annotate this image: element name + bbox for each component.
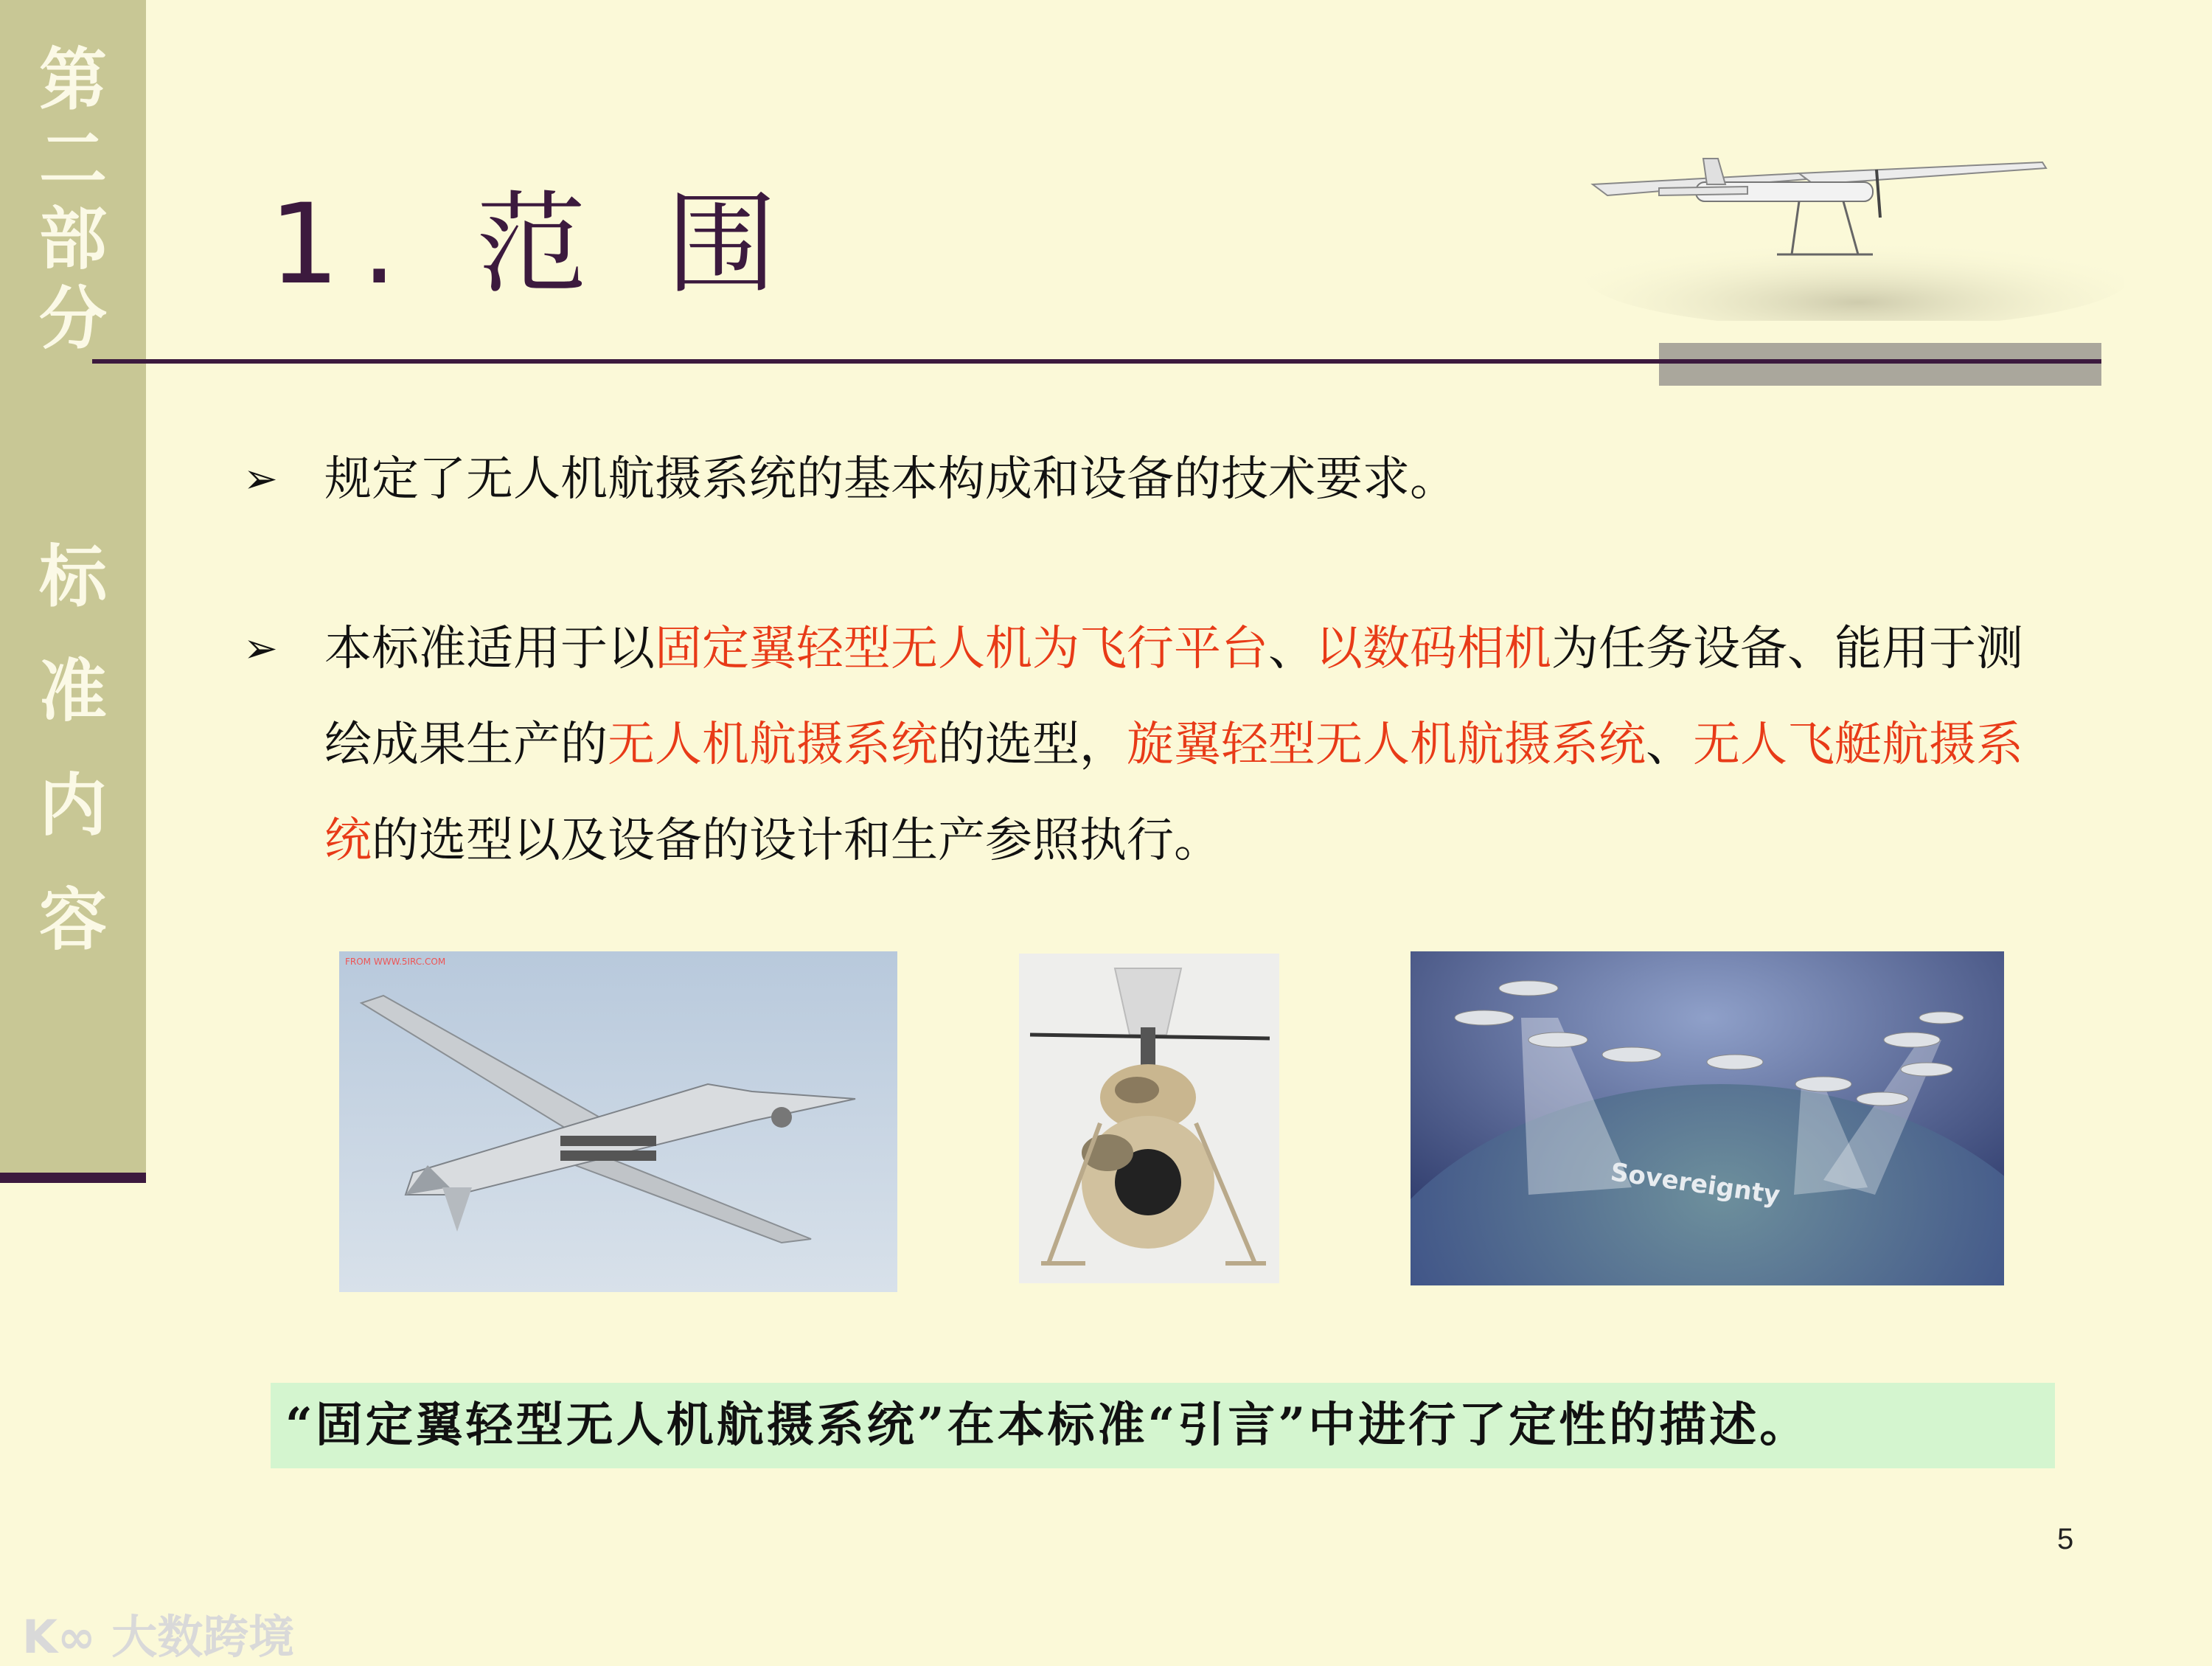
fixed-wing-drone-photo <box>339 951 897 1292</box>
arrow-bullet-icon: ➢ <box>243 455 278 503</box>
sidebar-divider <box>0 1173 146 1183</box>
bullet-scope: ➢ 规定了无人机航摄系统的基本构成和设备的技术要求。 <box>243 431 2050 527</box>
sidebar-part-label: 第 二 部 分 <box>38 41 107 358</box>
arrow-bullet-icon: ➢ <box>243 625 278 673</box>
title-accent-bar <box>1659 343 2101 386</box>
watermark-logo-icon: K∞ <box>22 1610 96 1664</box>
watermark: K∞ 大数跨境 <box>22 1610 295 1664</box>
header-plane-photo <box>1578 144 2124 321</box>
rotorcraft-drone-photo <box>1019 954 1279 1283</box>
airship-earth-photo <box>1411 951 2004 1285</box>
slide-title: 1. 范 围 <box>269 181 799 309</box>
applicability-text: 本标准适用于以固定翼轻型无人机为飞行平台、以数码相机为任务设备、能用于测绘成果生产的无人机航摄系统的选型，旋翼轻型无人机航摄系统、无人飞艇航摄系统的选型以及设备的设计和生产参照执行。 <box>324 622 2023 868</box>
page-number: 5 <box>2057 1523 2074 1555</box>
sidebar-topic-label: 标 准 内 容 <box>38 538 107 959</box>
bullet-applicability <box>243 601 2050 889</box>
svg-text:FROM WWW.5IRC.COM: FROM WWW.5IRC.COM <box>345 957 446 967</box>
note-box: “固定翼轻型无人机航摄系统”在本标准“引言”中进行了定性的描述。 <box>271 1383 2055 1468</box>
svg-text:Sovereignty: Sovereignty <box>1608 1157 1782 1211</box>
